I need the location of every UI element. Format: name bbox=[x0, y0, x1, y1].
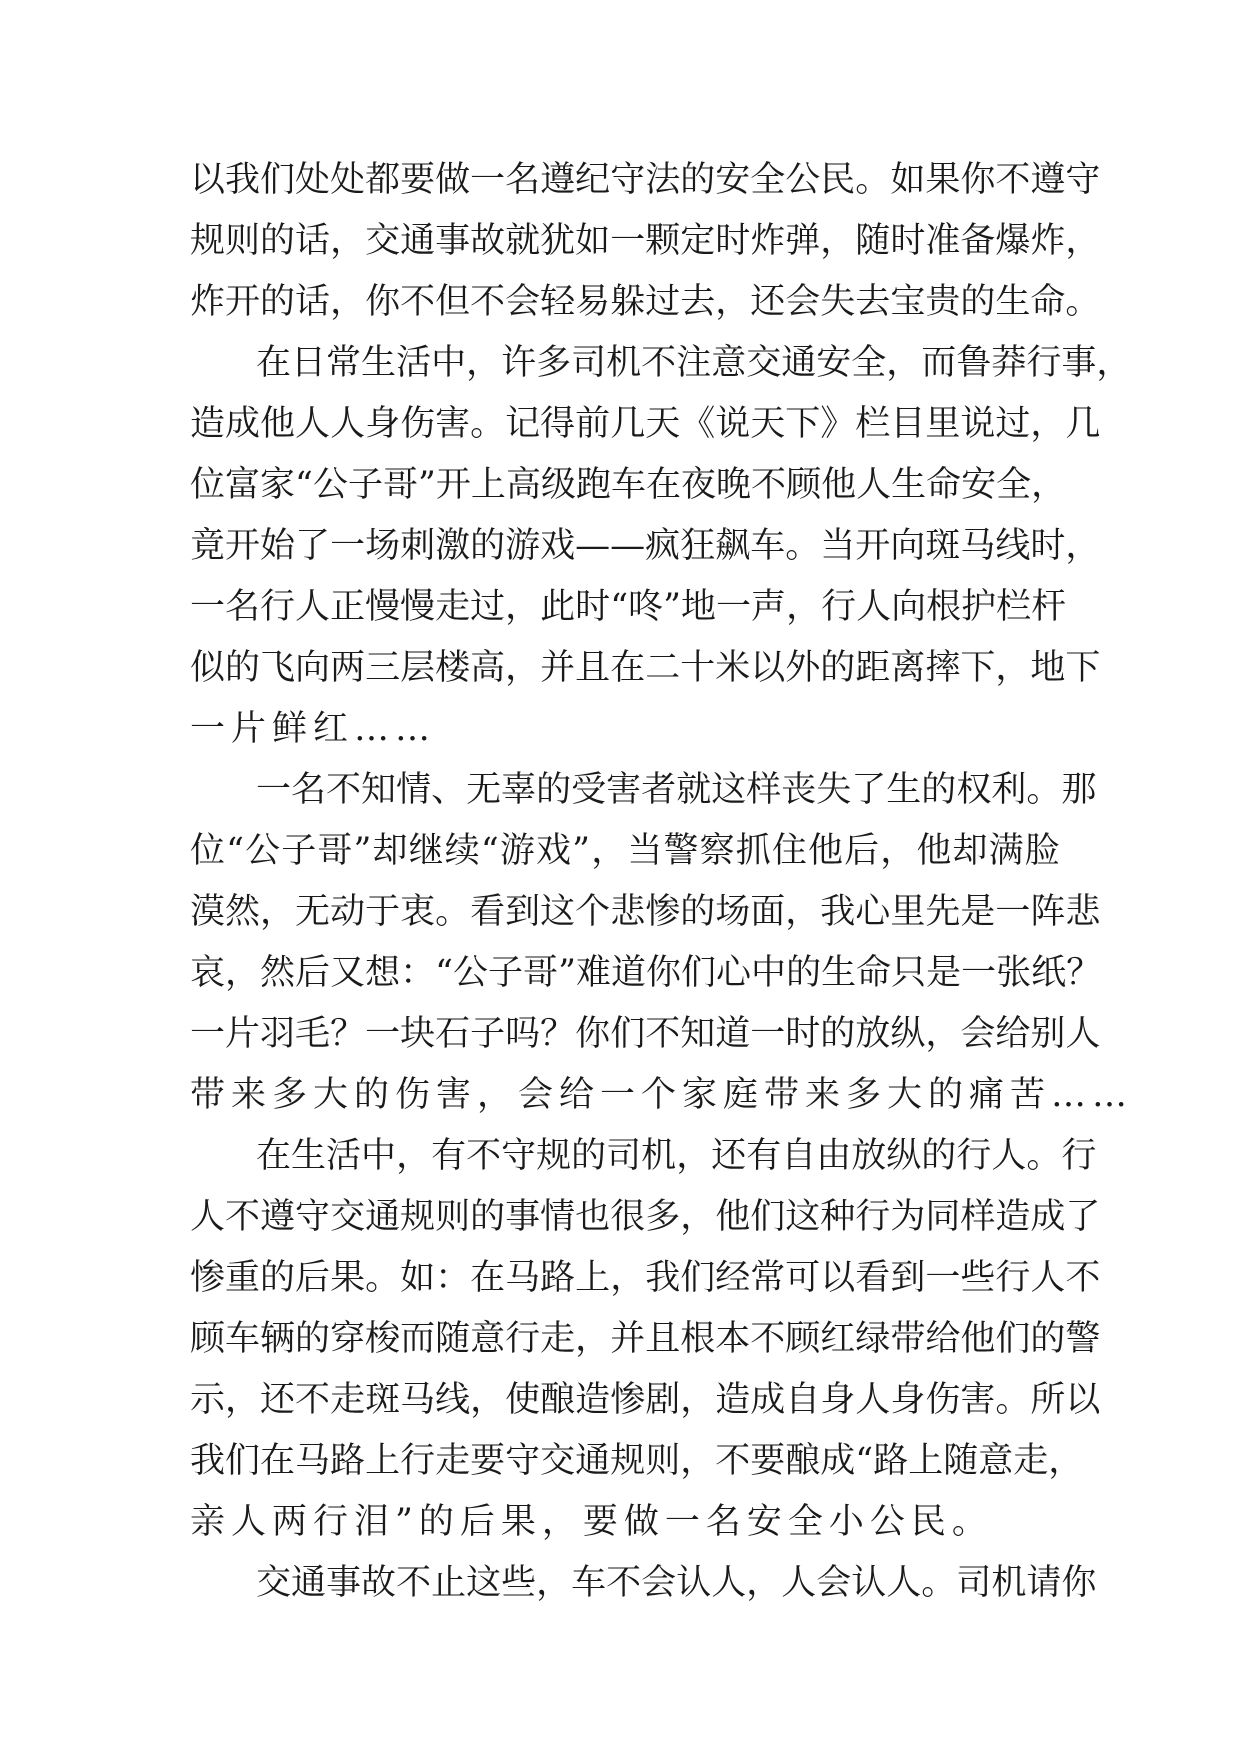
text-line: 造 成 他 人 人 身 伤 害 。 记 得 前 几 天 《 说 天 下 》 栏 目 里 说 过 ， 几 bbox=[190, 404, 1101, 444]
essay-text bbox=[190, 150, 1134, 1614]
text-line: 位 富 家 “ 公 子 哥 ” 开 上 高 级 跑 车 在 夜 晚 不 顾 他 人 生 命 安 全 ， bbox=[190, 465, 1067, 505]
paragraph-first-line: 一 名 不 知 情 、 无 辜 的 受 害 者 就 这 样 丧 失 了 生 的 权 利 。 那 bbox=[256, 770, 1097, 810]
text-line: 以 我 们 处 处 都 要 做 一 名 遵 纪 守 法 的 安 全 公 民 。 如 果 你 不 遵 守 bbox=[190, 160, 1101, 200]
text-line: 我 们 在 马 路 上 行 走 要 守 交 通 规 则 ， 不 要 酿 成 “ 路 上 随 意 走 ， bbox=[190, 1441, 1084, 1481]
text-line: 惨 重 的 后 果 。 如 ： 在 马 路 上 ， 我 们 经 常 可 以 看 到 一 些 行 人 不 bbox=[190, 1258, 1101, 1298]
paragraph-first-line: 在 日 常 生 活 中 ， 许 多 司 机 不 注 意 交 通 安 全 ， 而 鲁 莽 行 事 ， bbox=[256, 343, 1132, 383]
text-line: 竟 开 始 了 一 场 刺 激 的 游 戏 — — 疯 狂 飙 车 。 当 开 向 斑 马 线 时 ， bbox=[190, 526, 1101, 566]
text-line: 位 “ 公 子 哥 ” 却 继 续 “ 游 戏 ” ， 当 警 察 抓 住 他 后 ， 他 却 满 脸 bbox=[190, 831, 1060, 871]
text-line: 示 ， 还 不 走 斑 马 线 ， 使 酿 造 惨 剧 ， 造 成 自 身 人 身 伤 害 。 所 以 bbox=[190, 1380, 1101, 1420]
text-line: 顾 车 辆 的 穿 梭 而 随 意 行 走 ， 并 且 根 本 不 顾 红 绿 带 给 他 们 的 警 bbox=[190, 1319, 1101, 1359]
text-line: 人 不 遵 守 交 通 规 则 的 事 情 也 很 多 ， 他 们 这 种 行 为 同 样 造 成 了 bbox=[190, 1197, 1101, 1237]
text-line: 带来多大的伤害，会给一个家庭带来多大的痛苦…… bbox=[190, 1075, 1134, 1115]
text-line: 漠 然 ， 无 动 于 衷 。 看 到 这 个 悲 惨 的 场 面 ， 我 心 里 先 是 一 阵 悲 bbox=[190, 892, 1101, 932]
text-line: 哀 ， 然 后 又 想 ： “ 公 子 哥 ” 难 道 你 们 心 中 的 生 命 只 是 一 张 纸 ？ bbox=[190, 953, 1102, 993]
text-line: 炸 开 的 话 ， 你 不 但 不 会 轻 易 躲 过 去 ， 还 会 失 去 宝 贵 的 生 命 。 bbox=[190, 282, 1101, 322]
paragraph-first-line: 交 通 事 故 不 止 这 些 ， 车 不 会 认 人 ， 人 会 认 人 。 司 机 请 你 bbox=[256, 1563, 1097, 1603]
text-line: 一 片 羽 毛 ？ 一 块 石 子 吗 ？ 你 们 不 知 道 一 时 的 放 纵 ， 会 给 别 人 bbox=[190, 1014, 1101, 1054]
text-line: 似 的 飞 向 两 三 层 楼 高 ， 并 且 在 二 十 米 以 外 的 距 离 摔 下 ， 地 下 bbox=[190, 648, 1101, 688]
text-line: 一片鲜红…… bbox=[190, 709, 437, 749]
text-line: 亲人两行泪”的后果，要做一名安全小公民。 bbox=[190, 1502, 993, 1542]
text-line: 一 名 行 人 正 慢 慢 走 过 ， 此 时 “ 咚 ” 地 一 声 ， 行 人 向 根 护 栏 杆 bbox=[190, 587, 1067, 627]
text-line: 规 则 的 话 ， 交 通 事 故 就 犹 如 一 颗 定 时 炸 弹 ， 随 时 准 备 爆 炸 ， bbox=[190, 221, 1101, 261]
paragraph-first-line: 在 生 活 中 ， 有 不 守 规 的 司 机 ， 还 有 自 由 放 纵 的 行 人 。 行 bbox=[256, 1136, 1097, 1176]
